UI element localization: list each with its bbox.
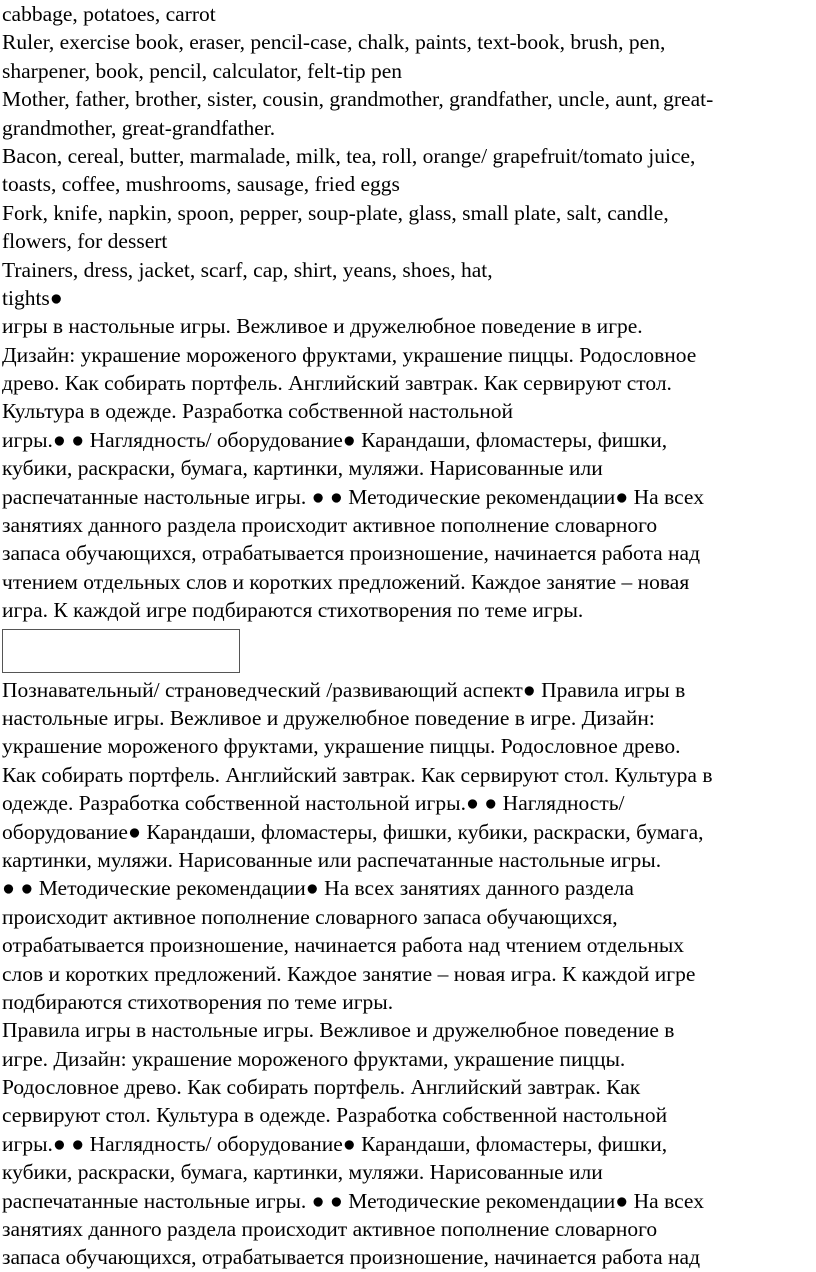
vocabulary-and-description-block xyxy=(2,0,814,625)
text-line: ● ● Методические рекомендации● На всех занятиях данного раздела xyxy=(2,876,634,901)
text-line: распечатанные настольные игры. ● ● Методические рекомендации● На всех xyxy=(2,484,704,509)
text-line: подбираются стихотворения по теме игры. xyxy=(2,989,394,1014)
empty-text-box xyxy=(2,629,240,673)
aspect-description-block xyxy=(2,676,814,1272)
text-line: слов и коротких предложений. Каждое занятие – новая игра. К каждой игре xyxy=(2,961,696,986)
text-line: Fork, knife, napkin, spoon, pepper, soup-plate, glass, small plate, salt, candle, xyxy=(2,200,669,225)
text-line: Родословное древо. Как собирать портфель. Английский завтрак. Как xyxy=(2,1075,641,1100)
text-line: украшение мороженого фруктами, украшение пиццы. Родословное древо. xyxy=(2,734,681,759)
text-line: запаса обучающихся, отрабатывается произношение, начинается работа над xyxy=(2,1245,701,1270)
text-line: cabbage, potatoes, carrot xyxy=(2,2,216,26)
text-line: занятиях данного раздела происходит активное пополнение словарного xyxy=(2,513,658,538)
text-line: Mother, father, brother, sister, cousin, grandmother, grandfather, uncle, aunt, great- xyxy=(2,87,714,112)
text-line: кубики, раскраски, бумага, картинки, муляжи. Нарисованные или xyxy=(2,1160,603,1185)
text-line: картинки, муляжи. Нарисованные или распечатанные настольные игры. xyxy=(2,847,662,872)
text-line: flowers, for dessert xyxy=(2,229,168,254)
text-line: Дизайн: украшение мороженого фруктами, украшение пиццы. Родословное xyxy=(2,342,697,367)
text-line: происходит активное пополнение словарного запаса обучающихся, xyxy=(2,904,618,929)
text-line: настольные игры. Вежливое и дружелюбное поведение в игре. Дизайн: xyxy=(2,705,655,730)
text-line: чтением отдельных слов и коротких предложений. Каждое занятие – новая xyxy=(2,569,690,594)
text-line: Культура в одежде. Разработка собственной настольной xyxy=(2,399,513,424)
text-line: toasts, coffee, mushrooms, sausage, fried eggs xyxy=(2,172,400,197)
document-page xyxy=(2,0,814,1272)
text-line: Ruler, exercise book, eraser, pencil-case, chalk, paints, text-book, brush, pen, xyxy=(2,30,666,55)
text-line: игре. Дизайн: украшение мороженого фруктами, украшение пиццы. xyxy=(2,1046,626,1071)
text-line: игры.● ● Наглядность/ оборудование● Карандаши, фломастеры, фишки, xyxy=(2,1131,668,1156)
text-line: оборудование● Карандаши, фломастеры, фишки, кубики, раскраски, бумага, xyxy=(2,819,704,844)
text-line: занятиях данного раздела происходит активное пополнение словарного xyxy=(2,1217,658,1242)
text-line: Trainers, dress, jacket, scarf, cap, shirt, yeans, shoes, hat, xyxy=(2,257,493,282)
text-line: отрабатывается произношение, начинается работа над чтением отдельных xyxy=(2,933,685,958)
text-line: Bacon, cereal, butter, marmalade, milk, tea, roll, orange/ grapefruit/tomato juice, xyxy=(2,143,696,168)
text-line: сервируют стол. Культура в одежде. Разработка собственной настольной xyxy=(2,1103,668,1128)
text-line: древо. Как собирать портфель. Английский завтрак. Как сервируют стол. xyxy=(2,371,672,396)
text-line: запаса обучающихся, отрабатывается произношение, начинается работа над xyxy=(2,541,701,566)
text-line: игры.● ● Наглядность/ оборудование● Карандаши, фломастеры, фишки, xyxy=(2,427,668,452)
text-line: grandmother, great-grandfather. xyxy=(2,115,276,140)
text-line: распечатанные настольные игры. ● ● Методические рекомендации● На всех xyxy=(2,1188,704,1213)
text-line: sharpener, book, pencil, calculator, felt-tip pen xyxy=(2,58,403,83)
text-line: игры в настольные игры. Вежливое и дружелюбное поведение в игре. xyxy=(2,314,643,339)
text-line: Познавательный/ страноведческий /развивающий аспект● Правила игры в xyxy=(2,677,686,702)
text-line: tights● xyxy=(2,285,63,310)
text-line: Как собирать портфель. Английский завтрак. Как сервируют стол. Культура в xyxy=(2,762,713,787)
text-line: кубики, раскраски, бумага, картинки, муляжи. Нарисованные или xyxy=(2,456,603,481)
text-line: игра. К каждой игре подбираются стихотворения по теме игры. xyxy=(2,598,584,623)
text-line: одежде. Разработка собственной настольной игры.● ● Наглядность/ xyxy=(2,791,625,816)
text-line: Правила игры в настольные игры. Вежливое и дружелюбное поведение в xyxy=(2,1018,675,1043)
